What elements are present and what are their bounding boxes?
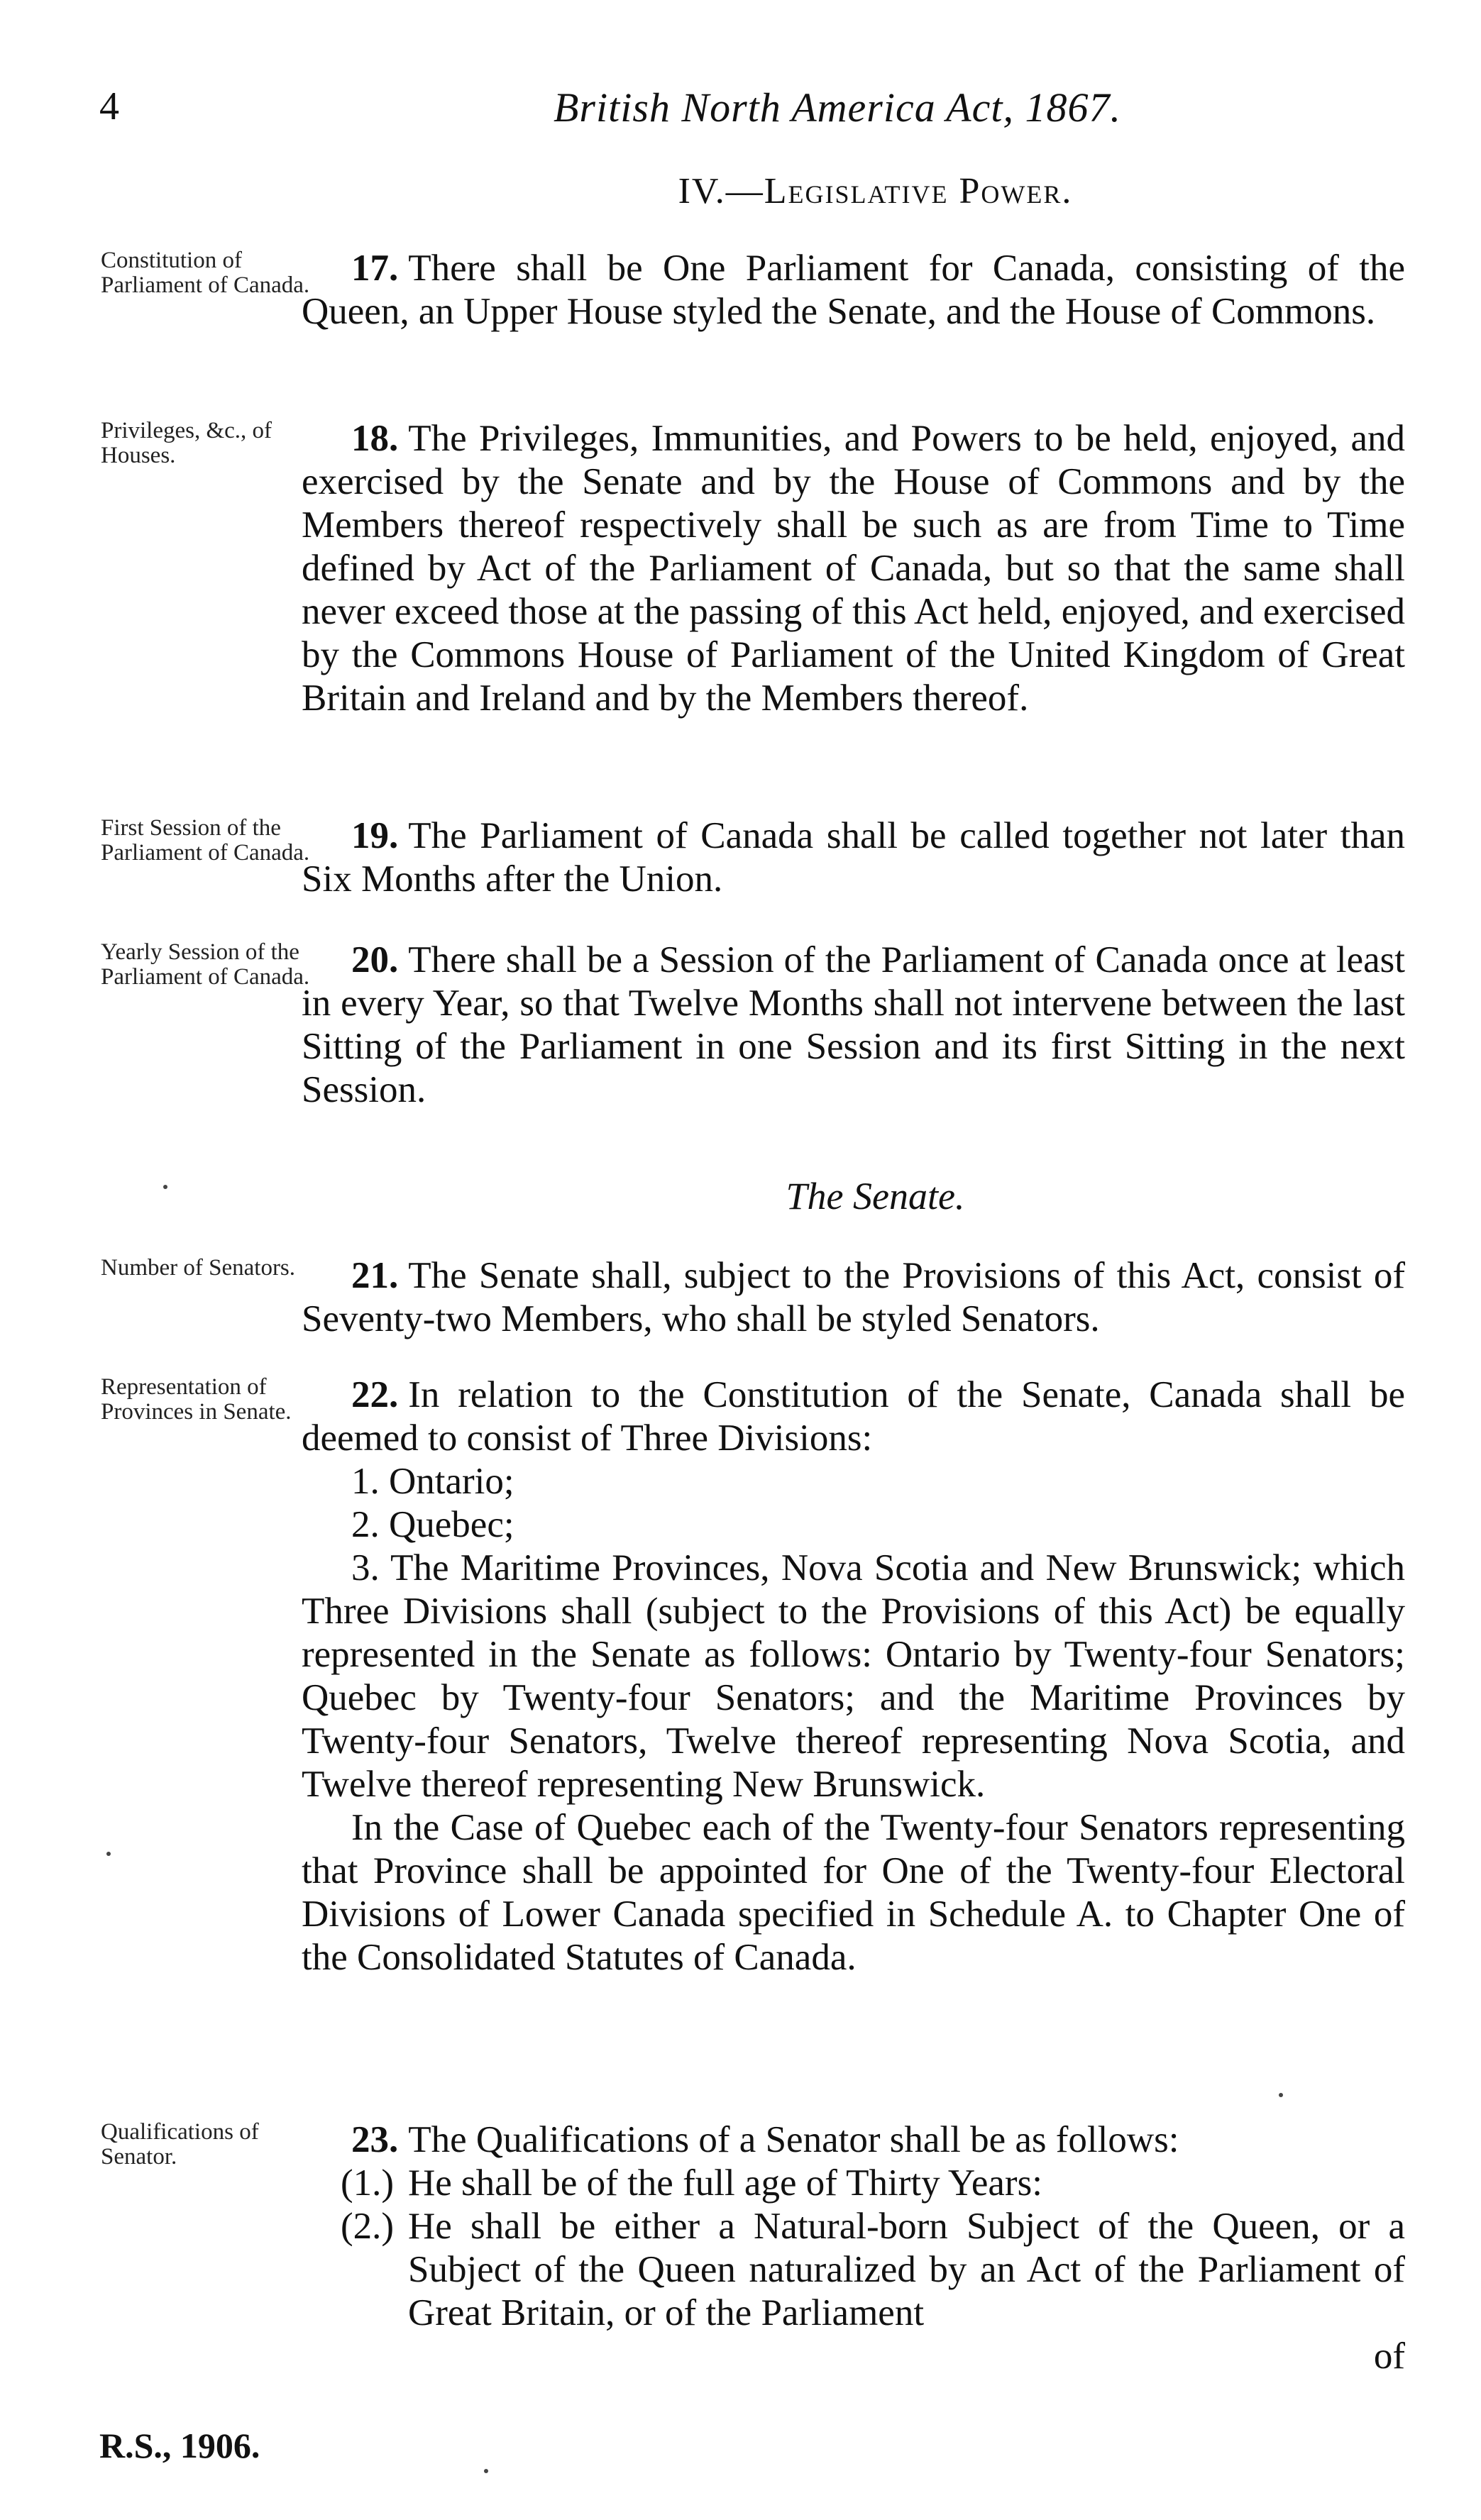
- section-number: 19.: [351, 815, 399, 856]
- part-heading-title: Legislative Power.: [764, 171, 1073, 211]
- marginal-note-20: Yearly Session of the Parliament of Canada.: [101, 939, 310, 990]
- clause-text: He shall be either a Natural-born Subject of the Queen, or a Subject of the Queen naturalized by an Act of the Parliament of Great Britain, or of the Parliament: [408, 2206, 1405, 2333]
- division-item: 1. Ontario;: [351, 1461, 514, 1502]
- marginal-note-22: Representation of Provinces in Senate.: [101, 1374, 292, 1425]
- section-17: [302, 247, 1405, 333]
- division-item: 2. Quebec;: [351, 1504, 514, 1545]
- clause-text: He shall be of the full age of Thirty Years:: [408, 2162, 1042, 2204]
- marginal-note-18: Privileges, &c., of Houses.: [101, 418, 272, 468]
- section-text: There shall be One Parliament for Canada, consisting of the Queen, an Upper House styled the Senate, and the House of Commons.: [302, 248, 1405, 332]
- part-heading: IV.—Legislative Power.: [678, 171, 1073, 211]
- footer-reference: R.S., 1906.: [99, 2426, 260, 2465]
- qualification-clause: [302, 2162, 1405, 2205]
- print-speck: [163, 1185, 167, 1189]
- section-23: [302, 2118, 1405, 2378]
- clause-number: (2.): [341, 2206, 395, 2247]
- division-item: 3. The Maritime Provinces, Nova Scotia and New Brunswick; which Three Divisions shall (subject to the Provisions of this Act) be equally represented in the Senate as follows: Ontario by Twenty-four Senators; Quebec by Twenty-four Senators; and the Maritime Provinces by Twenty-four Senators, Twelve thereof representing Nova Scotia, and Twelve thereof representing New Brunswick.: [302, 1547, 1405, 1805]
- section-text: The Parliament of Canada shall be called together not later than Six Months after the Union.: [302, 815, 1405, 900]
- section-text: In relation to the Constitution of the Senate, Canada shall be deemed to consist of Three Divisions:: [302, 1374, 1405, 1459]
- clause-number: (1.): [341, 2162, 395, 2204]
- marginal-note-23: Qualifications of Senator.: [101, 2119, 259, 2170]
- print-speck: [1279, 2093, 1283, 2097]
- senate-heading: The Senate.: [786, 1175, 965, 1217]
- section-number: 21.: [351, 1255, 399, 1296]
- section-18: [302, 417, 1405, 720]
- marginal-note-21: Number of Senators.: [101, 1255, 296, 1281]
- section-text: The Senate shall, subject to the Provisions of this Act, consist of Seventy-two Members, who shall be styled Senators.: [302, 1255, 1405, 1339]
- section-20: [302, 939, 1405, 1112]
- section-22: [302, 1374, 1405, 1979]
- running-title: British North America Act, 1867.: [554, 84, 1121, 131]
- section-text: The Privileges, Immunities, and Powers to be held, enjoyed, and exercised by the Senate and by the House of Commons and by the Members thereof respectively shall be such as are from Time to Time defined by Act of the Parliament of Canada, but so that the same shall never exceed those at the passing of this Act held, enjoyed, and exercised by the Commons House of Parliament of the United Kingdom of Great Britain and Ireland and by the Members thereof.: [302, 418, 1405, 719]
- section-text: There shall be a Session of the Parliament of Canada once at least in every Year, so that Twelve Months shall not intervene between the last Sitting of the Parliament in one Session and its first Sitting in the next Session.: [302, 939, 1405, 1110]
- section-19: [302, 814, 1405, 901]
- section-number: 23.: [351, 2119, 399, 2160]
- print-speck: [106, 1852, 111, 1856]
- print-speck: [484, 2469, 488, 2473]
- section-number: 18.: [351, 418, 399, 459]
- section-21: [302, 1254, 1405, 1341]
- section-text: The Qualifications of a Senator shall be as follows:: [408, 2119, 1179, 2160]
- section-paragraph: In the Case of Quebec each of the Twenty-four Senators representing that Province shall be appointed for One of the Twenty-four Electoral Divisions of Lower Canada specified in Schedule A. to Chapter One of the Consolidated Statutes of Canada.: [302, 1807, 1405, 1978]
- marginal-note-19: First Session of the Parliament of Canada.: [101, 815, 310, 866]
- marginal-note-17: Constitution of Parliament of Canada.: [101, 248, 310, 298]
- page-number: 4: [99, 84, 119, 128]
- section-number: 17.: [351, 248, 399, 289]
- page-header: [99, 84, 1405, 140]
- section-number: 22.: [351, 1374, 399, 1415]
- section-number: 20.: [351, 939, 399, 980]
- catchword: of: [1373, 2336, 1405, 2377]
- qualification-clause: [302, 2205, 1405, 2335]
